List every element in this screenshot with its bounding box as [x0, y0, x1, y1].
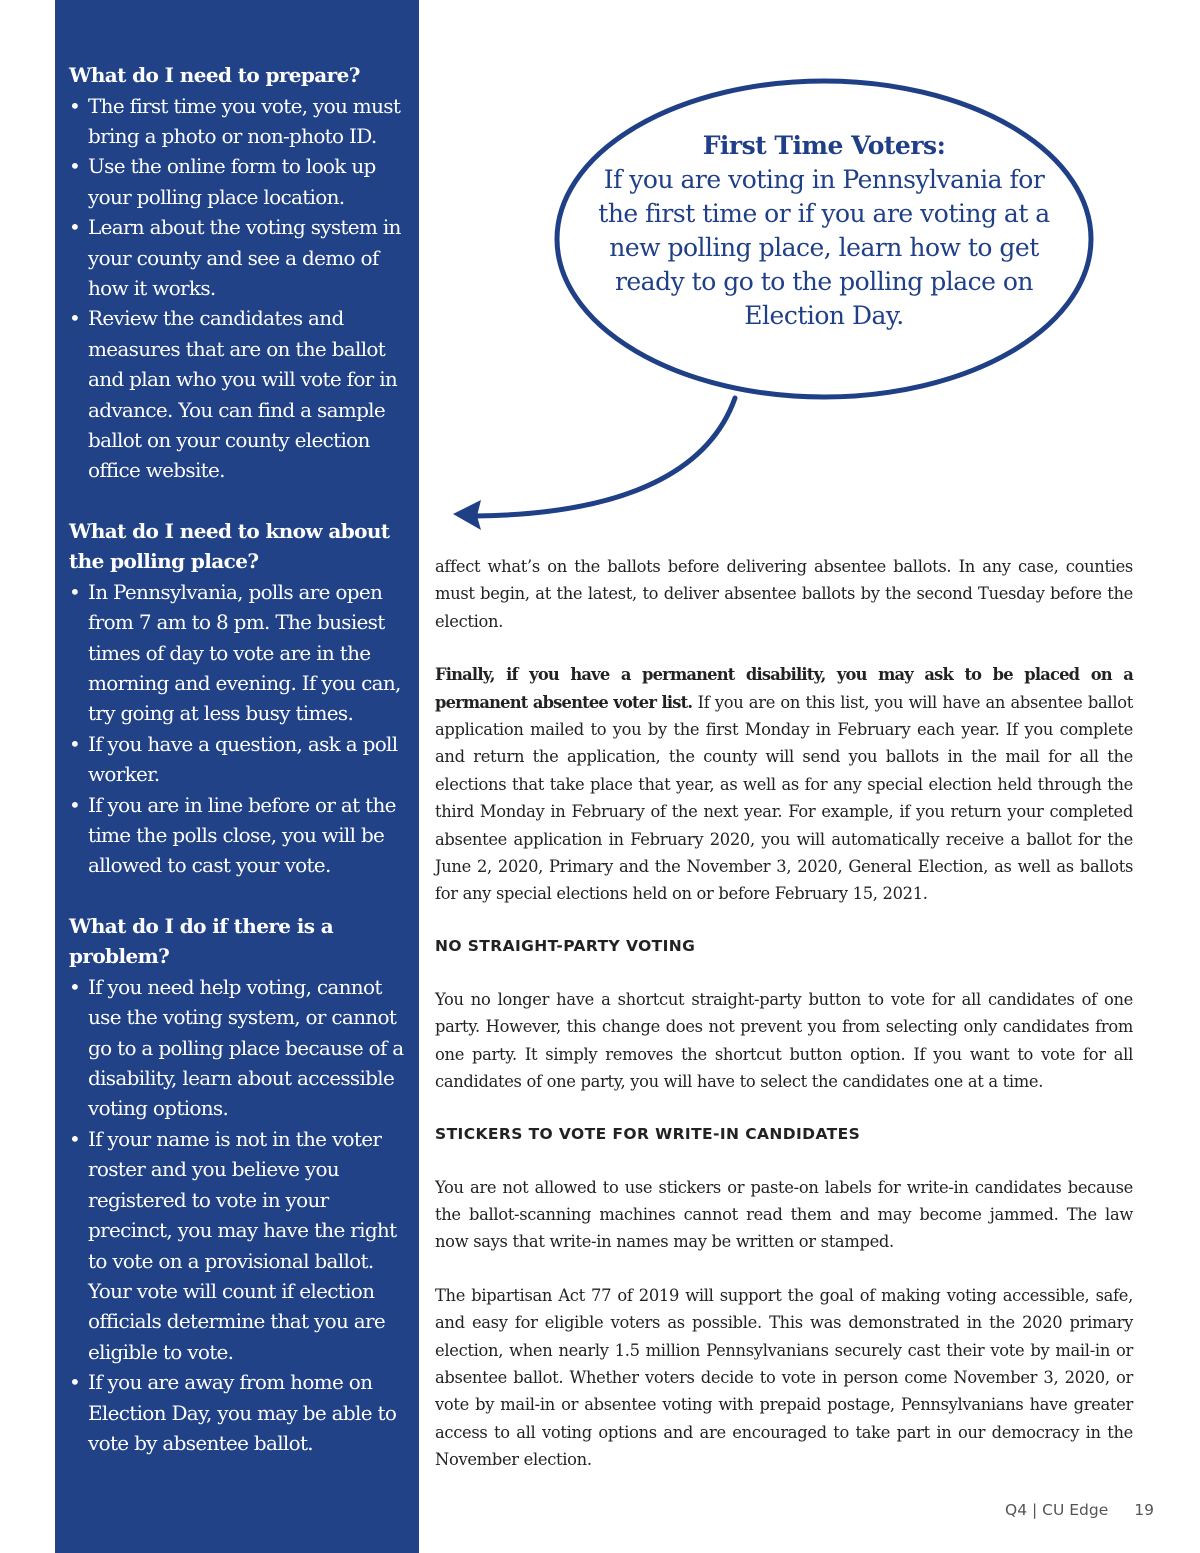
list-item: • If you need help voting, cannot use the voting system, or cannot go to a polling place because of a disability, learn about accessible voting options.: [69, 974, 404, 1121]
section-heading: What do I need to know about the polling place?: [69, 518, 390, 574]
body-paragraph: You no longer have a shortcut straight-party button to vote for all candidates of one party. However, this change does not prevent you from selecting only candidates from one party. It simply removes the shortcut button option. If you want to vote for all candidates of one party, you will have to select the candidates one at a time.: [435, 989, 1133, 1092]
main-article: [435, 553, 1133, 1500]
problem-section: [69, 911, 414, 1459]
body-paragraph: The bipartisan Act 77 of 2019 will support the goal of making voting accessible, safe, and easy for eligible voters as possible. This was demonstrated in the 2020 primary election, when nearly 1.5 million Pennsylvanians securely cast their vote by mail-in or absentee ballot. Whether voters decide to vote in person come November 3, 2020, or vote by mail-in or absentee voting with prepaid postage, Pennsylvanians have greater access to all voting options and are encouraged to take part in our democracy in the November election.: [435, 1285, 1133, 1470]
list-item: • If you are away from home on Election Day, you may be able to vote by absentee ballot.: [69, 1370, 397, 1455]
section-heading: STICKERS TO VOTE FOR WRITE-IN CANDIDATES: [435, 1124, 861, 1143]
polling-place-section: [69, 516, 414, 881]
callout-body: If you are voting in Pennsylvania for the first time or if you are voting at a new polling place, learn how to get ready to go to the polling place on Election Day.: [598, 165, 1050, 330]
bullet-list: [69, 972, 414, 1459]
section-heading: What do I do if there is a problem?: [69, 913, 334, 969]
callout-title: First Time Voters:: [702, 131, 946, 160]
speech-bubble-callout: [553, 77, 1095, 402]
bullet-list: [69, 577, 414, 881]
list-item: • In Pennsylvania, polls are open from 7 am to 8 pm. The busiest times of day to vote are in the morning and evening. If you can, try going at less busy times.: [69, 579, 401, 726]
section-heading: NO STRAIGHT-PARTY VOTING: [435, 936, 696, 955]
bullet-list: [69, 91, 414, 486]
bold-lead-in: Finally, if you have a permanent disability, you may ask to be placed on a permanent absentee voter list.: [435, 665, 1133, 712]
body-paragraph: Finally, if you have a permanent disability, you may ask to be placed on a permanent absentee voter list. If you are on this list, you will have an absentee ballot application mailed to you by the first Monday in February each year. If you complete and return the application, the county will send you ballots in the mail for all the elections that take place that year, as well as for any special election held through the third Monday in February of the next year. For example, if you return your completed absentee application in February 2020, you will automatically receive a ballot for the June 2, 2020, Primary and the November 3, 2020, General Election, as well as ballots for any special elections held on or before February 15, 2021.: [435, 665, 1133, 904]
sidebar-content: [69, 60, 414, 1488]
list-item: • If you are in line before or at the time the polls close, you will be allowed to cast your vote.: [69, 792, 396, 878]
list-item: • Review the candidates and measures that are on the ballot and plan who you will vote for in advance. You can find a sample ballot on your county election office website.: [69, 306, 398, 483]
body-paragraph: You are not allowed to use stickers or paste-on labels for write-in candidates because the ballot-scanning machines cannot read them and may become jammed. The law now says that write-in names may be written or stamped.: [435, 1177, 1133, 1252]
list-item: • Learn about the voting system in your county and see a demo of how it works.: [69, 215, 401, 300]
page-footer: [1005, 1499, 1154, 1521]
list-item: • If you have a question, ask a poll worker.: [69, 731, 398, 787]
publication-name: Q4 | CU Edge: [1005, 1501, 1109, 1519]
body-paragraph: affect what’s on the ballots before delivering absentee ballots. In any case, counties must begin, at the latest, to deliver absentee ballots by the second Tuesday before the election.: [435, 557, 1133, 631]
prepare-section: [69, 60, 414, 486]
callout-arrow-icon: [445, 390, 745, 530]
section-heading: What do I need to prepare?: [69, 63, 360, 87]
page-number: 19: [1134, 1501, 1154, 1519]
callout-text: [593, 129, 1055, 333]
sidebar-panel: [55, 0, 419, 1553]
list-item: • The first time you vote, you must bring a photo or non-photo ID.: [69, 93, 401, 148]
list-item: • Use the online form to look up your polling place location.: [69, 154, 376, 209]
list-item: • If your name is not in the voter roster and you believe you registered to vote in your precinct, you may have the right to vote on a provisional ballot. Your vote will count if election officials determine that you are eligible to vote.: [69, 1126, 397, 1364]
